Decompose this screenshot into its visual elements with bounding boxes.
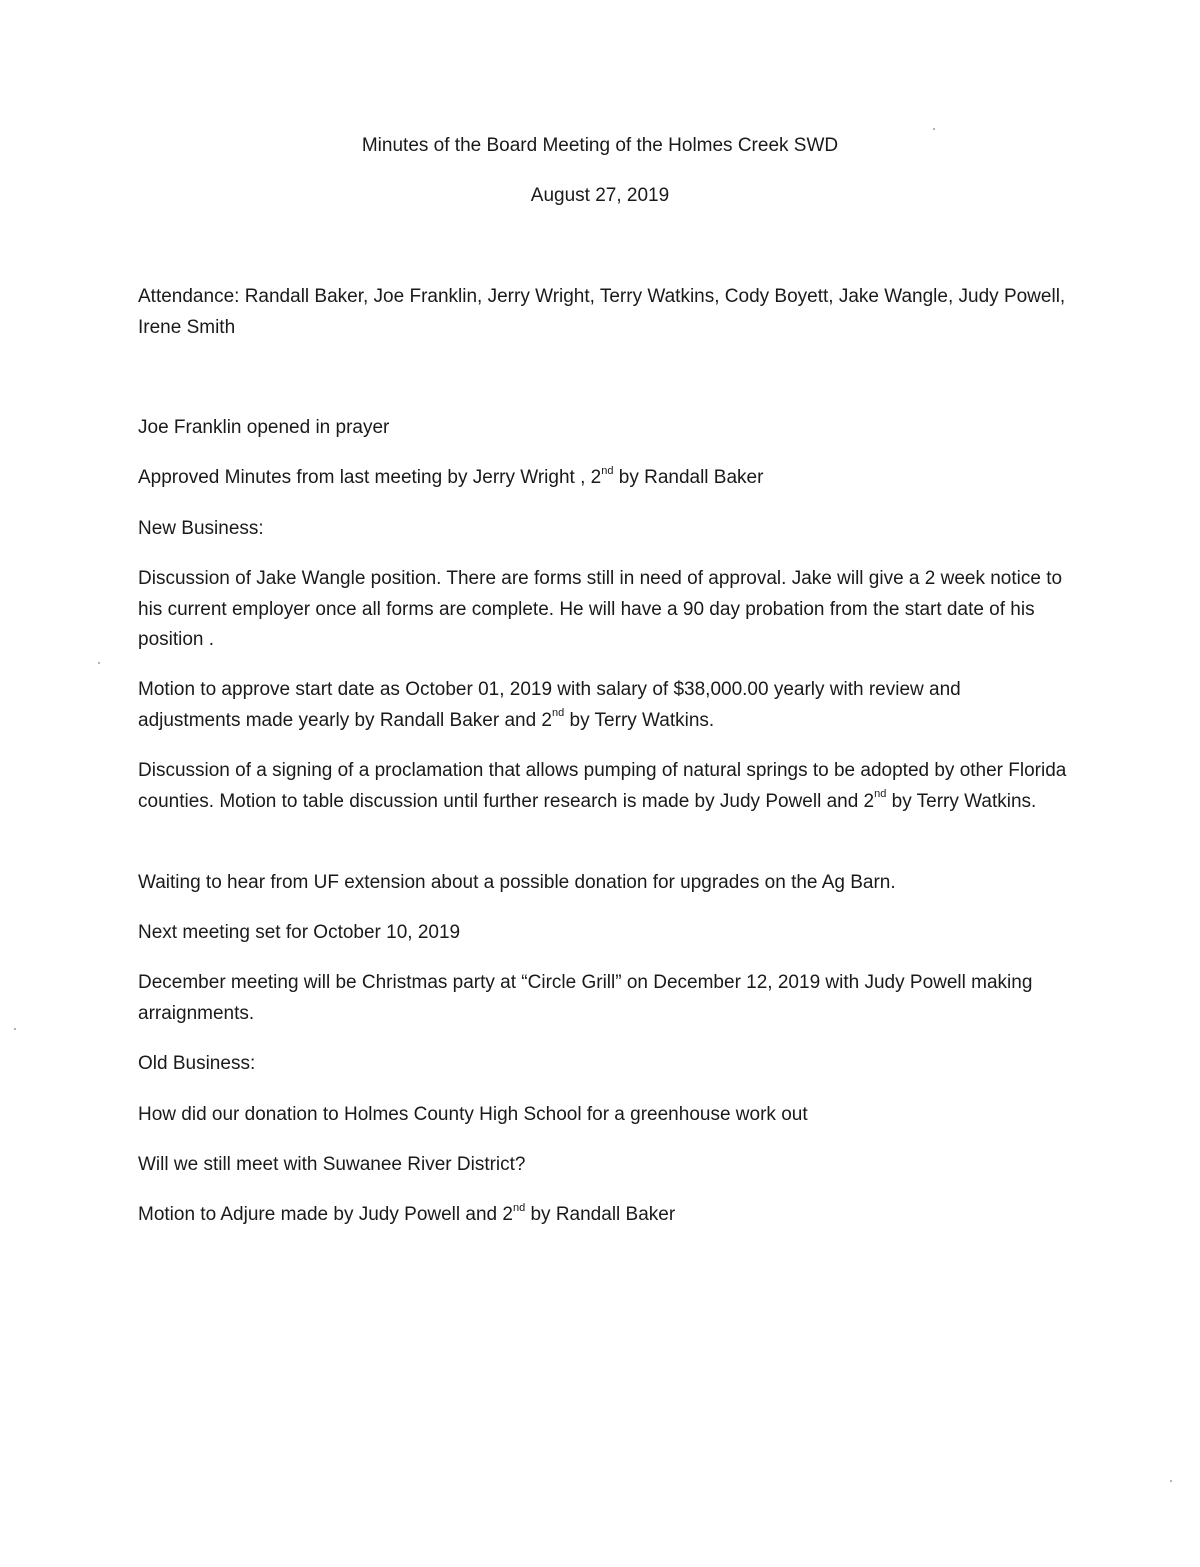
ordinal-suffix: nd [601,464,614,477]
adjourn-text: Motion to Adjure made by Judy Powell and 2 [138,1204,513,1225]
suwanee-question: Will we still meet with Suwanee River District? [138,1154,526,1175]
attendance-label: Attendance: [138,286,240,307]
december-meeting-note: December meeting will be Christmas party at “Circle Grill” on December 12, 2019 with Judy Powell making arraignments. [138,972,1033,1024]
uf-extension-note: Waiting to hear from UF extension about a possible donation for upgrades on the Ag Barn. [138,872,896,893]
scan-speck [933,128,935,130]
position-discussion: Discussion of Jake Wangle position. There are forms still in need of approval. Jake will give a 2 week notice to his current employer once all forms are complete. He will have a 90 day probation from the start date of his position . [138,568,1063,650]
attendance-paragraph [138,282,1068,343]
adjourn-motion [138,1200,1068,1231]
new-business-heading: New Business: [138,518,264,539]
attendance-names: Randall Baker, Joe Franklin, Jerry Wright, Terry Watkins, Cody Boyett, Jake Wangle, Judy Powell, Irene Smith [138,286,1066,338]
approval-text: Approved Minutes from last meeting by Jerry Wright , 2 [138,467,602,488]
minutes-approval [138,463,1068,494]
ordinal-suffix: nd [552,707,565,720]
proclamation-discussion [138,756,1068,817]
next-meeting-note: Next meeting set for October 10, 2019 [138,922,461,943]
adjourn-second: by Randall Baker [525,1204,676,1225]
start-motion-second: by Terry Watkins. [564,709,715,731]
opening-prayer: Joe Franklin opened in prayer [138,417,390,438]
meeting-date: August 27, 2019 [530,185,670,206]
ordinal-suffix: nd [512,1201,526,1214]
proclamation-text: Discussion of a signing of a proclamation that allows pumping of natural springs to be adopted by other Florida counties. Motion to table discussion until further research is made by Judy Powell and 2 [138,760,1067,812]
old-business-heading: Old Business: [138,1053,256,1074]
start-date-motion [138,675,1068,736]
scan-speck [98,662,100,664]
approval-second: by Randall Baker [613,467,764,488]
scan-speck [14,1028,16,1030]
proclamation-second: by Terry Watkins. [886,790,1037,812]
scan-speck [1170,1480,1172,1482]
start-motion-text: Motion to approve start date as October 01, 2019 with salary of $38,000.00 yearly with review and adjustments made yearly by Randall Baker and 2 [138,679,961,731]
ordinal-suffix: nd [874,788,887,801]
greenhouse-question: How did our donation to Holmes County High School for a greenhouse work out [138,1104,808,1125]
document-title: Minutes of the Board Meeting of the Holmes Creek SWD [361,135,839,156]
